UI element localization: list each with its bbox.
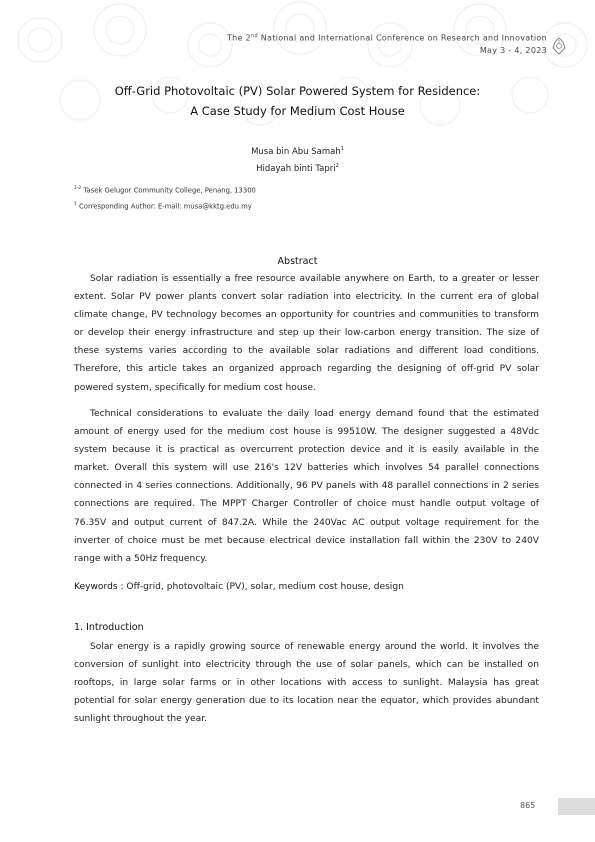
- abstract-paragraph-2: Technical considerations to evaluate the daily load energy demand found that the estimated amount of energy used for the medium cost house is 99510W. The designer suggested a 48Vdc system because it is practical as overcurrent protection device and it is easily available in the market. Overall this system will use 216's 12V batteries which involves 54 parallel connections connected in 4 series connections. Additionally, 96 PV panels with 48 parallel connections in 2 series connections are required. The MPPT Charger Controller of choice must handle output voltage of 76.35V and output current of 847.2A. While the 240Vac AC output voltage requirement for the inverter of choice must be met because electrical device installation fall within the 230V to 240V range with a 50Hz frequency.: [74, 409, 539, 564]
- section-heading-introduction: 1. Introduction: [74, 622, 144, 633]
- page-number: 865: [520, 801, 536, 810]
- affiliation-corresponding-author: $^1$ Corresponding Author: E-mail: musa@kktg.edu.my: [74, 202, 252, 211]
- introduction-paragraph-1: Solar energy is a rapidly growing source of renewable energy around the world. It involves the conversion of sunlight into electricity through the use of solar panels, which can be installed on rooftops, in large solar farms or in other locations with access to sunlight. Malaysia has great potential for solar energy generation due to its location near the equator, which provides abundant sunlight throughout the year.: [74, 642, 539, 725]
- abstract-heading: Abstract: [277, 256, 318, 267]
- conference-date: May 3 - 4, 2023: [479, 45, 547, 55]
- author-1: Musa bin Abu Samah$^1$: [251, 146, 344, 157]
- paper-title-line-1: Off-Grid Photovoltaic (PV) Solar Powered System for Residence:: [114, 84, 481, 98]
- abstract-paragraph-1: Solar radiation is essentially a free resource available anywhere on Earth, to a greater or lesser extent. Solar PV power plants convert solar radiation into electricity. In the current era of global climate change, PV technology becomes an opportunity for countries and communities to transform or develop their energy infrastructure and step up their low-carbon energy transition. The size of these systems varies according to the available solar radiations and different load conditions. Therefore, this article takes an organized approach regarding the designing of off-grid PV solar powered system, specifically for medium cost house.: [74, 274, 539, 393]
- page-tab-decoration: [558, 798, 595, 815]
- conference-name: The 2nd National and International Conference on Research and Innovation: [226, 33, 547, 43]
- paper-title-line-2: A Case Study for Medium Cost House: [190, 104, 405, 118]
- conference-logo-icon: [551, 37, 567, 55]
- keywords-label: Keywords :: [74, 582, 124, 592]
- conference-header: [227, 30, 547, 57]
- keywords-list: Off-grid, photovoltaic (PV), solar, medium cost house, design: [123, 582, 404, 592]
- keywords-line: [74, 578, 539, 596]
- author-2: Hidayah binti Tapri$^2$: [256, 163, 339, 174]
- affiliation-institution: $^{1-2}$ Tasek Gelugor Community College, Penang, 13300: [74, 186, 256, 195]
